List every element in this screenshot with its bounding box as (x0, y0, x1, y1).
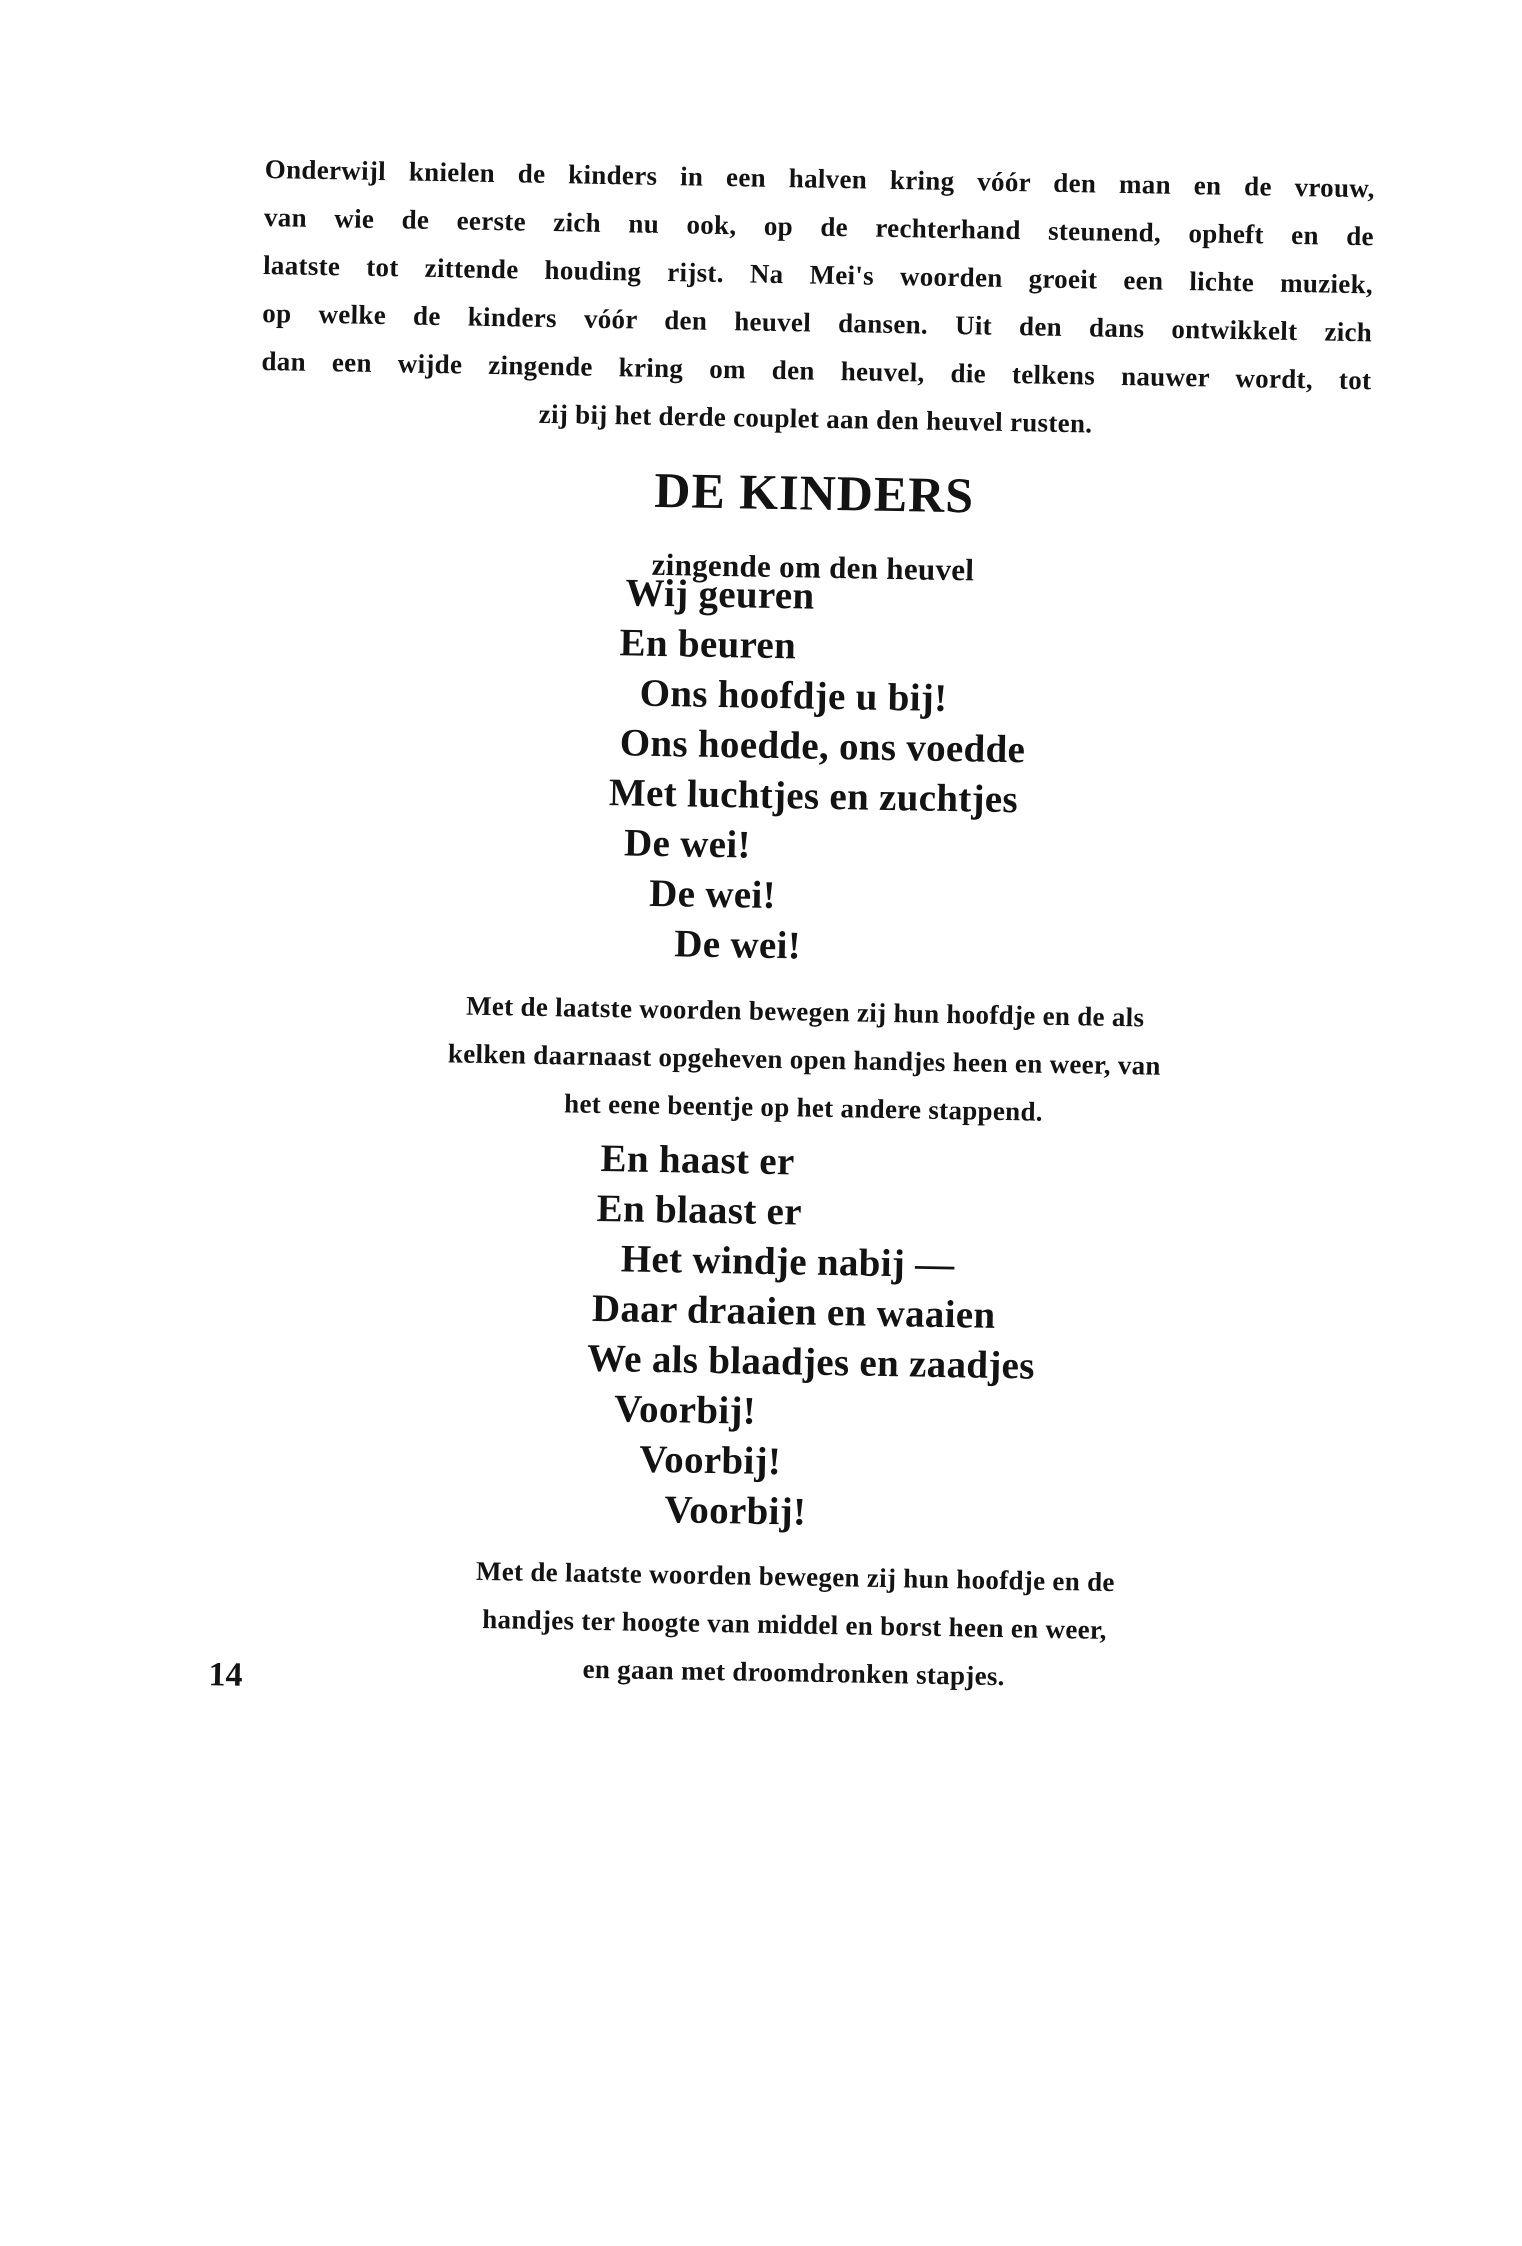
stage-direction-line: Met de laatste woorden bewegen zij hun hoofdje en de als (465, 990, 1145, 1033)
verse-line: De wei! (623, 821, 752, 867)
stage-direction-line: en gaan met droomdronken stapjes. (582, 1653, 1006, 1692)
stage-direction-line: kelken daarnaast opgeheven open handjes heen en weer, van (447, 1038, 1162, 1081)
verse-line: Ons hoofdje u bij! (639, 671, 948, 720)
stage-direction-line: handjes ter hoogte van middel en borst heen en weer, (482, 1604, 1108, 1645)
verse-line: Voorbij! (639, 1437, 782, 1484)
verse-line: Voorbij! (613, 1387, 757, 1433)
verse-line: En blaast er (596, 1186, 803, 1234)
scanned-text-block (208, 0, 1378, 1694)
verse-line: En haast er (600, 1137, 795, 1184)
verse-line: Het windje nabij — (620, 1237, 955, 1287)
stage-direction-line: Onderwijl knielen de kinders in een halven kring vóór den man en de vrouw, (264, 154, 1375, 204)
stage-direction-line: het eene beentje op het andere stappend. (563, 1088, 1044, 1127)
stage-direction-opening (260, 145, 1375, 452)
stage-direction-line: Met de laatste woorden bewegen zij hun hoofdje en de (475, 1555, 1115, 1598)
stage-direction-line: laatste tot zittende houding rijst. Na Mei's woorden groeit een lichte muziek, (262, 249, 1374, 300)
verse-line: En beuren (619, 621, 797, 668)
verse-line: We als blaadjes en zaadjes (586, 1336, 1036, 1388)
scene-heading: DE KINDERS (653, 461, 975, 524)
verse-line: Wij geuren (625, 571, 815, 618)
verse-line: Ons hoedde, ons voedde (619, 721, 1026, 772)
stage-direction-closing (238, 1543, 1350, 1706)
stage-direction-line: op welke de kinders vóór den heuvel dansen. Uit den dans ontwikkelt zich (262, 297, 1373, 348)
verse-line: Met luchtjes en zuchtjes (608, 771, 1019, 822)
verse-line: Voorbij! (664, 1488, 807, 1534)
verse-line: De wei! (674, 922, 802, 968)
stage-direction-line: dan een wijde zingende kring om den heuvel, die telkens nauwer wordt, tot (261, 345, 1372, 396)
stage-direction-line: zij bij het derde couplet aan den heuvel rusten. (538, 398, 1093, 439)
scene-subtitle: zingende om den heuvel (651, 546, 975, 588)
stage-direction-line: van wie de eerste zich nu ook, op de rechterhand steunend, opheft en de (263, 201, 1375, 252)
verse-1 (594, 568, 1361, 981)
page-number: 14 (208, 1656, 243, 1694)
verse-line: Daar draaien en waaien (591, 1286, 996, 1337)
verse-2 (584, 1134, 1351, 1547)
verse-line: De wei! (648, 871, 777, 918)
stage-direction-middle (248, 978, 1360, 1141)
